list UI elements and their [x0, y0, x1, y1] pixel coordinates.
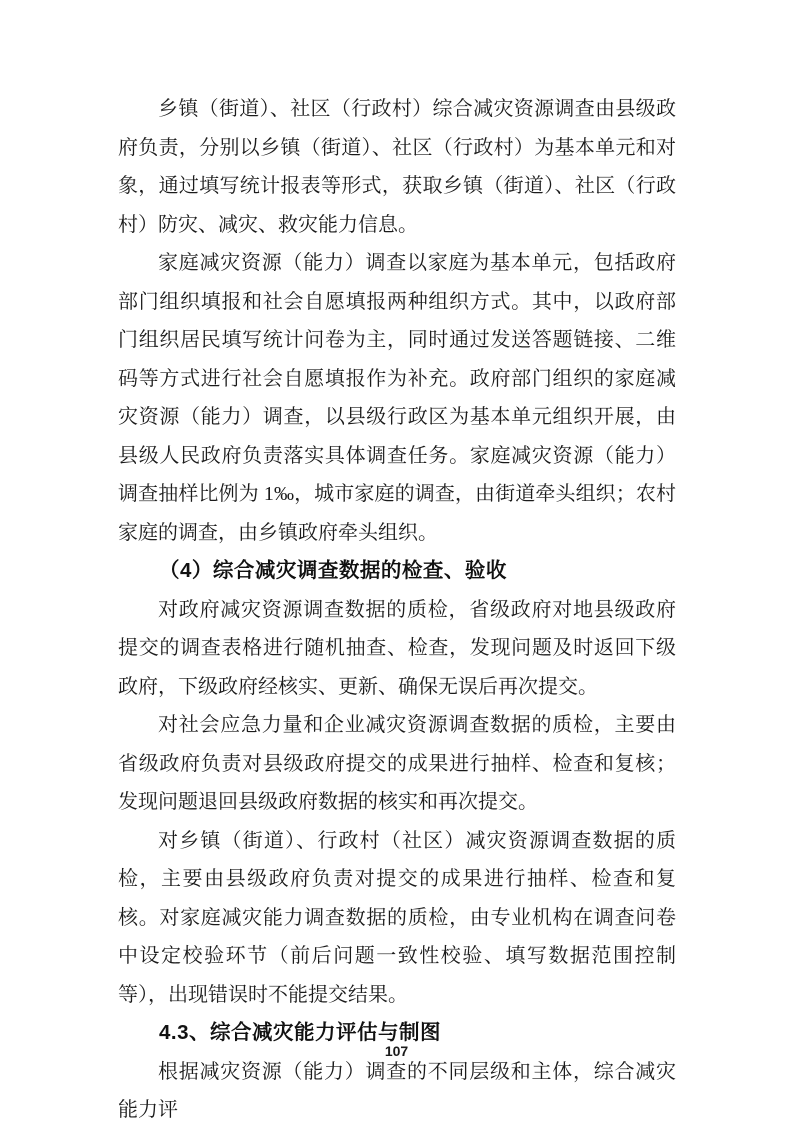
body-paragraph-household-survey: 家庭减灾资源（能力）调查以家庭为基本单元，包括政府部门组织填报和社会自愿填报两种组织方式。其中，以政府部门组织居民填写统计问卷为主，同时通过发送答题链接、二维码等方式进行社会自愿填报作为补充。政府部门组织的家庭减灾资源（能力）调查，以县级行政区为基本单元组织开展，由县级人民政府负责落实具体调查任务。家庭减灾资源（能力）调查抽样比例为 1‰，城市家庭的调查，由街道牵头组织；农村家庭的调查，由乡镇政府牵头组织。 — [118, 252, 676, 544]
page-footer — [0, 1043, 793, 1061]
body-paragraph-assessment-intro: 根据减灾资源（能力）调查的不同层级和主体，综合减灾能力评 — [118, 1060, 676, 1121]
section-heading-data-check-acceptance: （4）综合减灾调查数据的检查、验收 — [159, 559, 507, 582]
page-number: 107 — [384, 1043, 409, 1059]
body-paragraph-enterprise-data-qc: 对社会应急力量和企业减灾资源调查数据的质检，主要由省级政府负责对县级政府提交的成果进行抽样、检查和复核；发现问题退回县级政府数据的核实和再次提交。 — [118, 714, 676, 813]
page-content — [118, 90, 676, 1122]
body-paragraph-township-survey: 乡镇（街道）、社区（行政村）综合减灾资源调查由县级政府负责，分别以乡镇（街道）、社区（行政村）为基本单元和对象，通过填写统计报表等形式，获取乡镇（街道）、社区（行政村）防灾、减灾、救灾能力信息。 — [118, 98, 676, 236]
body-paragraph-township-data-qc: 对乡镇（街道）、行政村（社区）减灾资源调查数据的质检，主要由县级政府负责对提交的成果进行抽样、检查和复核。对家庭减灾能力调查数据的质检，由专业机构在调查问卷中设定校验环节（前后问题一致性校验、填写数据范围控制等），出现错误时不能提交结果。 — [118, 829, 676, 1006]
body-paragraph-government-data-qc: 对政府减灾资源调查数据的质检，省级政府对地县级政府提交的调查表格进行随机抽查、检查，发现问题及时返回下级政府，下级政府经核实、更新、确保无误后再次提交。 — [118, 598, 676, 698]
section-heading-4-3-capability-assessment: 4.3、综合减灾能力评估与制图 — [159, 1021, 441, 1044]
